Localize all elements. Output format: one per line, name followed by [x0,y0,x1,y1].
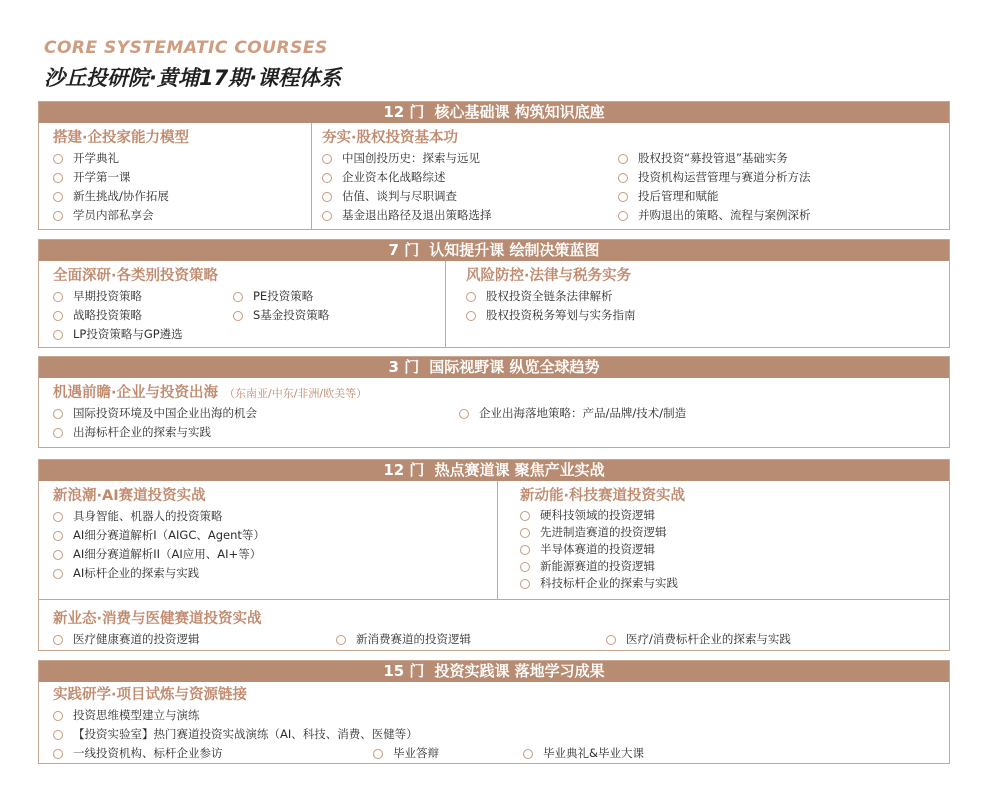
section-international [38,356,950,448]
bullet-icon [466,311,476,321]
course-item: 投资思维模型建立与演练 [53,706,935,725]
bullet-icon [53,635,63,645]
course-item: 医疗/消费标杆企业的探索与实践 [606,630,791,649]
bullet-icon [520,579,530,589]
course-item: AI细分赛道解析I（AIGC、Agent等） [53,526,483,545]
bullet-icon [233,311,243,321]
panel-tech-sector [497,481,949,599]
bullet-icon [53,409,63,419]
course-item: 学员内部私享会 [53,206,297,225]
course-item: LP投资策略与GP遴选 [53,325,233,344]
bullet-icon [520,511,530,521]
bullet-icon [520,562,530,572]
panel-capability-model [39,123,311,230]
bullet-icon [520,545,530,555]
bullet-icon [618,192,628,202]
bullet-icon [53,711,63,721]
bullet-icon [233,292,243,302]
panel-title: 机遇前瞻·企业与投资出海 （东南亚/中东/非洲/欧美等） [53,385,368,401]
bullet-icon [53,749,63,759]
panel-title: 搭建·企投家能力模型 [53,130,190,146]
bullet-icon [322,192,332,202]
panel-title: 新业态·消费与医健赛道投资实战 [53,611,262,627]
section-title: 热点赛道课 聚焦产业实战 [434,461,605,479]
bullet-icon [618,173,628,183]
bullet-icon [520,528,530,538]
course-item: 毕业典礼&毕业大课 [523,744,644,763]
panel-title: 夯实·股权投资基本功 [322,130,459,146]
bullet-icon [53,192,63,202]
bullet-icon [459,409,469,419]
course-item: 毕业答辩 [373,744,523,763]
course-item: 企业出海落地策略：产品/品牌/技术/制造 [459,404,935,423]
bullet-icon [53,211,63,221]
panel-consumer-health [39,600,949,649]
bullet-icon [53,311,63,321]
course-item: 估值、谈判与尽职调查 [322,187,618,206]
bullet-icon [53,292,63,302]
section-bar [39,357,949,378]
bullet-icon [322,154,332,164]
course-item: 并购退出的策略、流程与案例深析 [618,206,935,225]
panel-ai-sector [39,481,497,599]
course-item: 新消费赛道的投资逻辑 [336,630,606,649]
title-english: CORE SYSTEMATIC COURSES [44,38,328,58]
course-item: 股权投资“募投管退”基础实务 [618,149,935,168]
course-item: 企业资本化战略综述 [322,168,618,187]
bullet-icon [373,749,383,759]
panel-title: 实践研学·项目试炼与资源链接 [53,687,248,703]
course-item: 战略投资策略 [53,306,233,325]
panel-equity-fundamentals [311,123,949,230]
bullet-icon [53,730,63,740]
course-item: 先进制造赛道的投资逻辑 [520,524,935,541]
course-item: 医疗健康赛道的投资逻辑 [53,630,336,649]
bullet-icon [53,330,63,340]
panel-title: 风险防控·法律与税务实务 [466,268,632,284]
bullet-icon [523,749,533,759]
course-item: 投资机构运营管理与赛道分析方法 [618,168,935,187]
course-item: 国际投资环境及中国企业出海的机会 [53,404,459,423]
section-count: 7 门 [388,241,420,259]
course-item: 股权投资全链条法律解析 [466,287,935,306]
course-item: 股权投资税务筹划与实务指南 [466,306,935,325]
course-item: 科技标杆企业的探索与实践 [520,575,935,592]
course-item: 半导体赛道的投资逻辑 [520,541,935,558]
bullet-icon [53,569,63,579]
panel-legal-tax [445,261,949,348]
title-chinese: 沙丘投研院·黄埔17期·课程体系 [44,66,342,90]
bullet-icon [336,635,346,645]
course-item: 中国创投历史：探索与远见 [322,149,618,168]
section-bar [39,240,949,261]
panel-investment-strategies [39,261,445,348]
bullet-icon [53,512,63,522]
panel-going-global [39,378,949,442]
panel-title: 新浪潮·AI赛道投资实战 [53,488,206,504]
bullet-icon [606,635,616,645]
bullet-icon [322,211,332,221]
course-item: 具身智能、机器人的投资策略 [53,507,483,526]
section-count: 12 门 [383,103,425,121]
course-item: AI标杆企业的探索与实践 [53,564,483,583]
section-title: 投资实践课 落地学习成果 [434,662,605,680]
panel-note: （东南亚/中东/非洲/欧美等） [224,387,368,400]
bullet-icon [466,292,476,302]
section-count: 3 门 [388,358,420,376]
course-item: 硬科技领域的投资逻辑 [520,507,935,524]
section-title: 认知提升课 绘制决策蓝图 [429,241,600,259]
course-item: 开学典礼 [53,149,297,168]
section-title: 国际视野课 纵览全球趋势 [429,358,600,376]
section-practice [38,660,950,764]
course-item: 出海标杆企业的探索与实践 [53,423,459,442]
course-item: 新生挑战/协作拓展 [53,187,297,206]
course-item: 开学第一课 [53,168,297,187]
bullet-icon [53,154,63,164]
bullet-icon [618,154,628,164]
bullet-icon [618,211,628,221]
panel-title: 全面深研·各类别投资策略 [53,268,219,284]
panel-practical-research [39,682,949,763]
section-title: 核心基础课 构筑知识底座 [434,103,605,121]
course-item: AI细分赛道解析II（AI应用、AI+等） [53,545,483,564]
bullet-icon [53,531,63,541]
bullet-icon [53,173,63,183]
section-count: 12 门 [383,461,425,479]
section-core-basics [38,101,950,230]
section-bar [39,661,949,682]
course-item: PE投资策略 [233,287,431,306]
course-item: 【投资实验室】热门赛道投资实战演练（AI、科技、消费、医健等） [53,725,935,744]
bullet-icon [53,550,63,560]
section-bar [39,460,949,481]
course-item: 早期投资策略 [53,287,233,306]
course-item: 基金退出路径及退出策略选择 [322,206,618,225]
panel-title: 新动能·科技赛道投资实战 [520,488,686,504]
course-item: S基金投资策略 [233,306,431,325]
course-item: 投后管理和赋能 [618,187,935,206]
bullet-icon [53,428,63,438]
section-hot-sectors [38,459,950,651]
bullet-icon [322,173,332,183]
section-count: 15 门 [383,662,425,680]
course-item: 新能源赛道的投资逻辑 [520,558,935,575]
section-bar [39,102,949,123]
course-item: 一线投资机构、标杆企业参访 [53,744,373,763]
section-cognition [38,239,950,348]
